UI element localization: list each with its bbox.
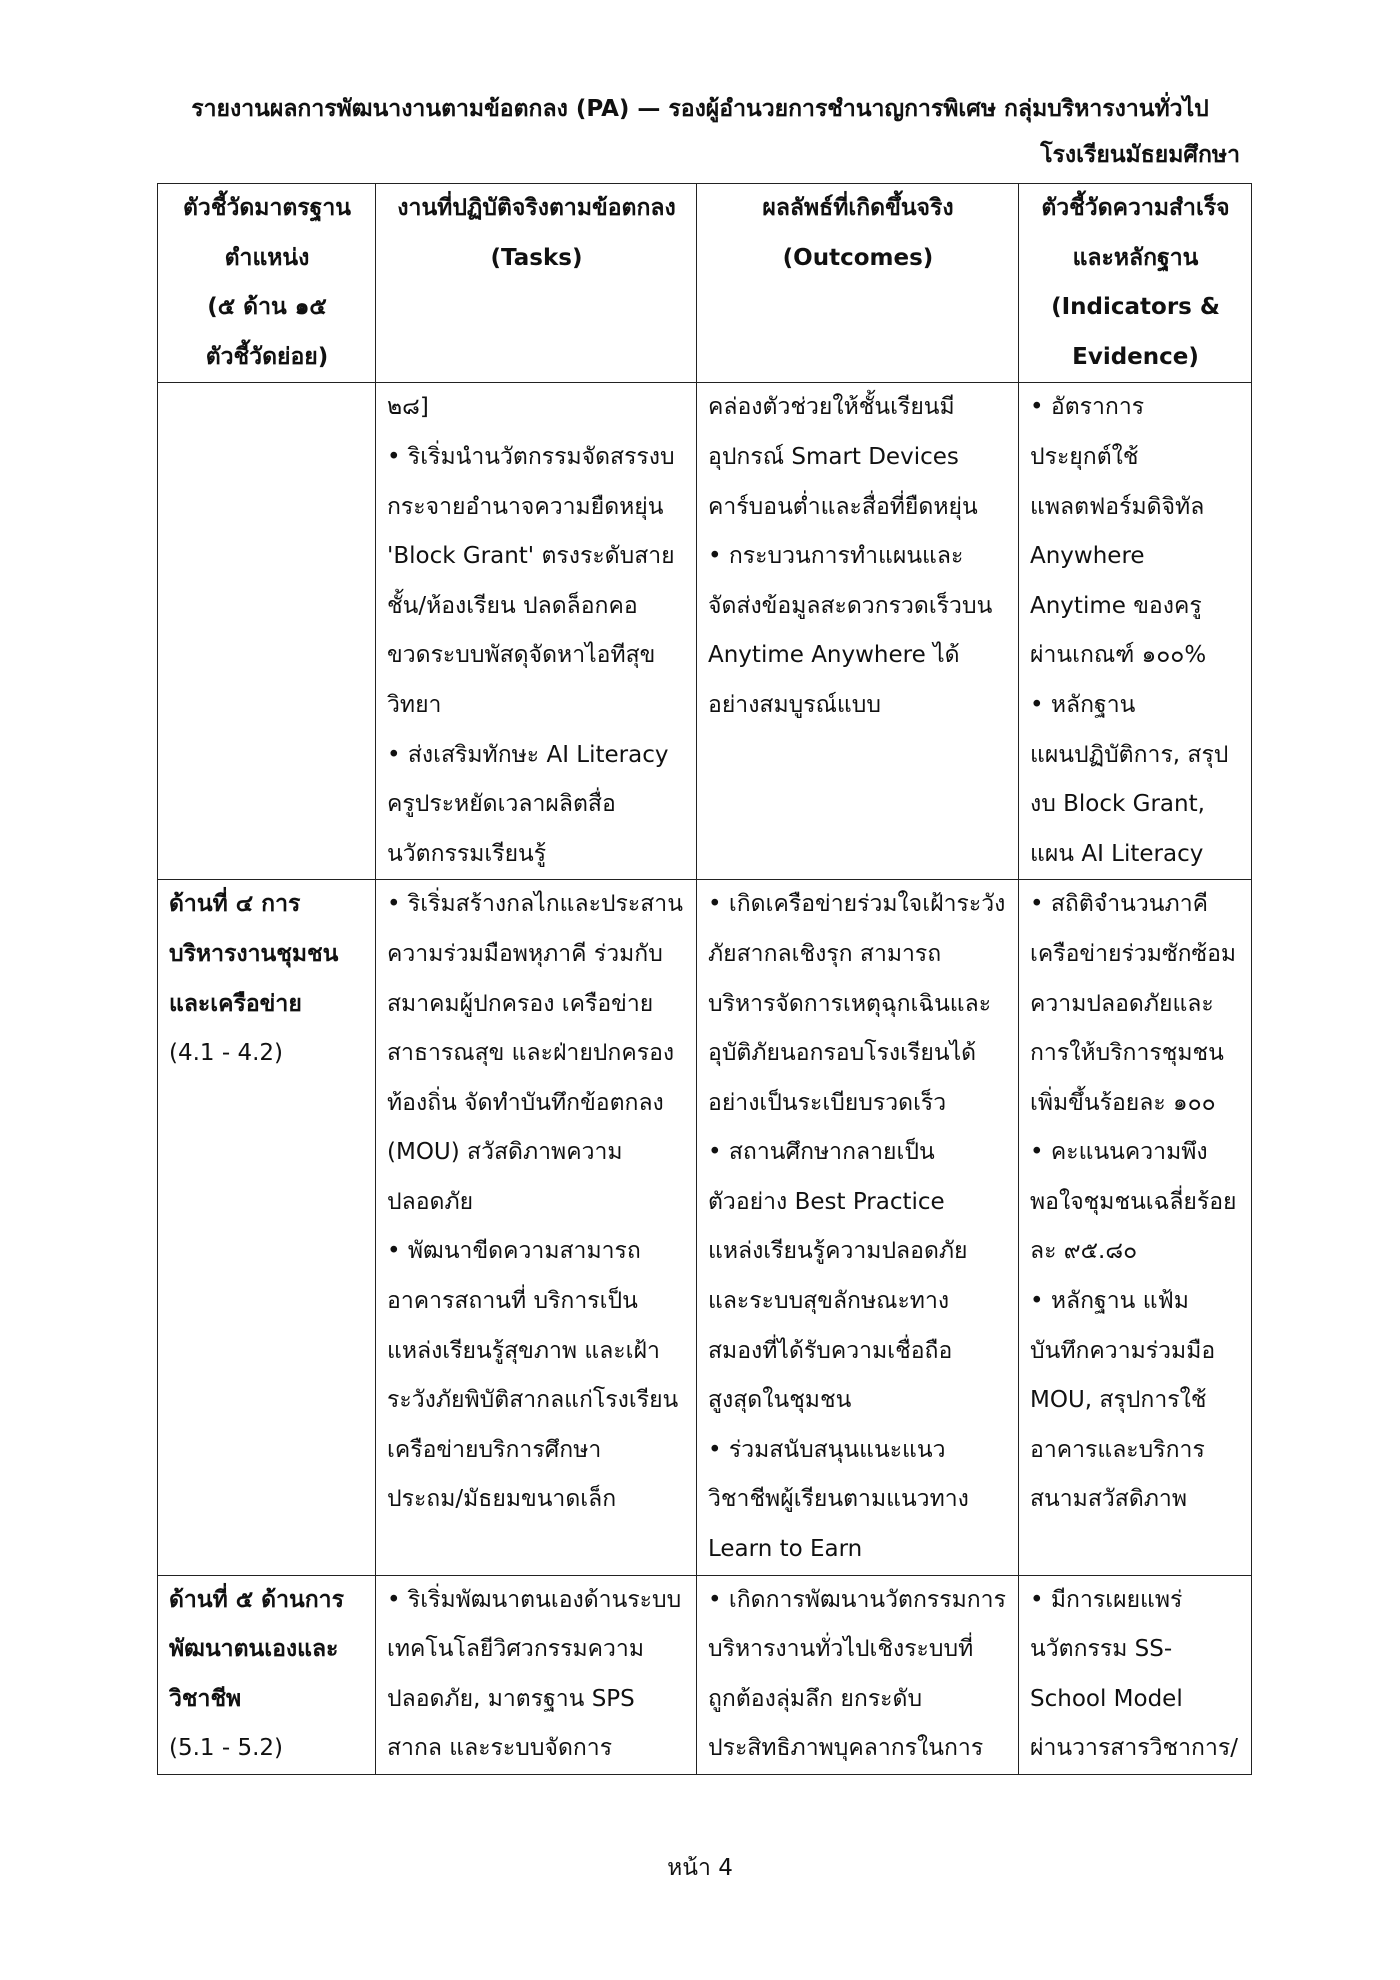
cell-line: ประยุกต์ใช้ — [1030, 443, 1139, 470]
cell-line: • หลักฐาน แฟ้ม — [1030, 1288, 1189, 1315]
cell-line: (Outcomes) — [782, 244, 934, 271]
cell-line: ผ่านวารสารวิชาการ/ — [1030, 1735, 1238, 1762]
cell-heading-line: ด้านที่ ๔ การ — [169, 891, 301, 918]
cell-line: • ริเริ่มพัฒนาตนเองด้านระบบ — [387, 1586, 682, 1613]
cell-line: • สถิติจำนวนภาคี — [1030, 891, 1208, 918]
title-line-2: โรงเรียนมัธยมศึกษา — [1040, 142, 1240, 168]
cell-line: งบ Block Grant, — [1030, 791, 1205, 818]
cell-line: เครือข่ายร่วมซักซ้อม — [1030, 940, 1237, 967]
cell-line: School Model — [1030, 1685, 1183, 1712]
cell-line: (Tasks) — [490, 244, 583, 271]
cell-line: ตัวชี้วัดมาตรฐาน — [182, 195, 351, 221]
cell-line: Anywhere — [1030, 543, 1145, 570]
cell-heading-line: วิชาชีพ — [169, 1685, 242, 1712]
cell-line: อาคารสถานที่ บริการเป็น — [387, 1288, 638, 1315]
cell-line: กระจายอำนาจความยืดหยุ่น — [387, 493, 664, 520]
cell-indicators — [1019, 880, 1252, 1575]
cell-line: ภัยสากลเชิงรุก สามารถ — [708, 940, 942, 967]
cell-line: (5.1 - 5.2) — [169, 1735, 284, 1762]
cell-line: ผ่านเกณฑ์ ๑๐๐% — [1030, 642, 1207, 669]
cell-standard — [158, 383, 376, 880]
cell-line: Learn to Earn — [708, 1536, 863, 1563]
cell-line: นวัตกรรมเรียนรู้ — [387, 840, 547, 867]
cell-line: ๒๘] — [387, 394, 429, 421]
cell-line: และหลักฐาน — [1072, 244, 1199, 271]
cell-line: (๕ ด้าน ๑๕ — [207, 294, 327, 321]
cell-line: พอใจชุมชนเฉลี่ยร้อย — [1030, 1188, 1237, 1215]
cell-line: การให้บริการชุมชน — [1030, 1040, 1224, 1067]
cell-line: อย่างเป็นระเบียบรวดเร็ว — [708, 1089, 947, 1116]
cell-line: Evidence) — [1072, 343, 1199, 370]
cell-line: 'Block Grant' ตรงระดับสาย — [387, 543, 675, 570]
table-row — [158, 880, 1252, 1575]
cell-line: • ริเริ่มสร้างกลไกและประสาน — [387, 891, 683, 918]
cell-line: • พัฒนาขีดความสามารถ — [387, 1238, 641, 1265]
cell-line: วิทยา — [387, 691, 442, 718]
cell-line: อาคารและบริการ — [1030, 1436, 1205, 1463]
cell-standard — [158, 880, 376, 1575]
cell-tasks — [376, 1575, 697, 1774]
table-row — [158, 383, 1252, 880]
cell-line: อย่างสมบูรณ์แบบ — [708, 691, 881, 718]
cell-line: Anytime Anywhere ได้ — [708, 642, 960, 669]
cell-line: ท้องถิ่น จัดทำบันทึกข้อตกลง — [387, 1089, 664, 1116]
cell-line: • สถานศึกษากลายเป็น — [708, 1139, 935, 1166]
title-line-1: รายงานผลการพัฒนางานตามข้อตกลง (PA) — รองผู้อำนวยการชำนาญการพิเศษ กลุ่มบริหารงานทั่วไป — [191, 96, 1209, 122]
cell-line: ประถม/มัธยมขนาดเล็ก — [387, 1486, 617, 1513]
cell-line: ตัวชี้วัดความสำเร็จ — [1041, 195, 1230, 221]
cell-line: ความปลอดภัยและ — [1030, 990, 1214, 1017]
table-header-row — [158, 184, 1252, 383]
document-title — [160, 86, 1240, 178]
cell-line: บริหารจัดการเหตุฉุกเฉินและ — [708, 990, 992, 1017]
cell-line: Anytime ของครู — [1030, 592, 1202, 619]
cell-line: • เกิดการพัฒนานวัตกรรมการ — [708, 1586, 1006, 1613]
header-outcomes — [697, 184, 1019, 383]
cell-line: ผลลัพธ์ที่เกิดขึ้นจริง — [762, 195, 954, 221]
cell-line: ตัวชี้วัดย่อย) — [205, 343, 329, 370]
cell-line: • กระบวนการทำแผนและ — [708, 543, 964, 570]
cell-tasks — [376, 383, 697, 880]
cell-line: เทคโนโลยีวิศวกรรมความ — [387, 1636, 645, 1663]
cell-line: งานที่ปฏิบัติจริงตามข้อตกลง — [397, 195, 676, 221]
cell-line: เครือข่ายบริการศึกษา — [387, 1436, 602, 1463]
cell-line: เพิ่มขึ้นร้อยละ ๑๐๐ — [1030, 1089, 1216, 1116]
header-indicators-evidence — [1019, 184, 1252, 383]
cell-line: • หลักฐาน — [1030, 691, 1136, 718]
cell-line: ประสิทธิภาพบุคลากรในการ — [708, 1735, 984, 1762]
cell-line: ครูประหยัดเวลาผลิตสื่อ — [387, 791, 616, 818]
cell-line: ตัวอย่าง Best Practice — [708, 1188, 945, 1215]
cell-heading-line: ด้านที่ ๕ ด้านการ — [169, 1586, 344, 1613]
cell-indicators — [1019, 383, 1252, 880]
cell-line: • มีการเผยแพร่ — [1030, 1586, 1183, 1613]
cell-line: • ริเริ่มนำนวัตกรรมจัดสรรงบ — [387, 443, 675, 470]
cell-line: ถูกต้องลุ่มลึก ยกระดับ — [708, 1685, 923, 1712]
cell-line: สมองที่ได้รับความเชื่อถือ — [708, 1337, 953, 1364]
cell-line: ปลอดภัย, มาตรฐาน SPS — [387, 1685, 635, 1712]
cell-line: แหล่งเรียนรู้สุขภาพ และเฝ้า — [387, 1337, 660, 1364]
cell-line: สากล และระบบจัดการ — [387, 1735, 613, 1762]
cell-outcomes — [697, 880, 1019, 1575]
page-number: หน้า 4 — [667, 1855, 733, 1881]
cell-line: จัดส่งข้อมูลสะดวกรวดเร็วบน — [708, 592, 993, 619]
cell-line: ขวดระบบพัสดุจัดหาไอทีสุข — [387, 642, 656, 669]
cell-line: • เกิดเครือข่ายร่วมใจเฝ้าระวัง — [708, 891, 1006, 918]
cell-line: MOU, สรุปการใช้ — [1030, 1387, 1207, 1414]
cell-line: แผน AI Literacy — [1030, 840, 1204, 867]
cell-line: สาธารณสุข และฝ่ายปกครอง — [387, 1040, 675, 1067]
pa-report-table — [157, 183, 1252, 1775]
header-standard-indicators — [158, 184, 376, 383]
cell-line: • ส่งเสริมทักษะ AI Literacy — [387, 741, 669, 768]
cell-outcomes — [697, 1575, 1019, 1774]
cell-line: ปลอดภัย — [387, 1188, 474, 1215]
cell-heading-line: พัฒนาตนเองและ — [169, 1636, 339, 1663]
cell-line: ระวังภัยพิบัติสากลแก่โรงเรียน — [387, 1387, 679, 1414]
cell-line: บันทึกความร่วมมือ — [1030, 1337, 1216, 1364]
cell-line: สมาคมผู้ปกครอง เครือข่าย — [387, 990, 654, 1017]
cell-line: (Indicators & — [1051, 294, 1220, 321]
cell-heading-line: บริหารงานชุมชน — [169, 940, 339, 967]
cell-line: สนามสวัสดิภาพ — [1030, 1486, 1188, 1513]
cell-line: คาร์บอนต่ำและสื่อที่ยืดหยุ่น — [708, 493, 978, 520]
cell-line: (MOU) สวัสดิภาพความ — [387, 1139, 623, 1166]
cell-line: • คะแนนความพึง — [1030, 1139, 1208, 1166]
cell-tasks — [376, 880, 697, 1575]
cell-line: ความร่วมมือพหุภาคี ร่วมกับ — [387, 940, 663, 967]
cell-line: • อัตราการ — [1030, 394, 1145, 421]
header-tasks — [376, 184, 697, 383]
cell-indicators — [1019, 1575, 1252, 1774]
cell-heading-line: และเครือข่าย — [169, 990, 302, 1017]
cell-line: ตำแหน่ง — [224, 244, 310, 271]
cell-line: นวัตกรรม SS- — [1030, 1636, 1173, 1663]
cell-line: แผนปฏิบัติการ, สรุป — [1030, 741, 1229, 768]
cell-line: แหล่งเรียนรู้ความปลอดภัย — [708, 1238, 968, 1265]
cell-line: ละ ๙๕.๘๐ — [1030, 1238, 1138, 1265]
table-row — [158, 1575, 1252, 1774]
cell-line: ชั้น/ห้องเรียน ปลดล็อกคอ — [387, 592, 638, 619]
cell-line: สูงสุดในชุมชน — [708, 1387, 852, 1414]
cell-line: อุบัติภัยนอกรอบโรงเรียนได้ — [708, 1040, 977, 1067]
cell-outcomes — [697, 383, 1019, 880]
cell-line: อุปกรณ์ Smart Devices — [708, 443, 959, 470]
cell-line: บริหารงานทั่วไปเชิงระบบที่ — [708, 1636, 974, 1663]
cell-line: • ร่วมสนับสนุนแนะแนว — [708, 1436, 946, 1463]
cell-line: วิชาชีพผู้เรียนตามแนวทาง — [708, 1486, 969, 1513]
cell-standard — [158, 1575, 376, 1774]
cell-line: คล่องตัวช่วยให้ชั้นเรียนมี — [708, 394, 955, 421]
cell-line: (4.1 - 4.2) — [169, 1040, 284, 1067]
cell-line: แพลตฟอร์มดิจิทัล — [1030, 493, 1205, 520]
cell-line: และระบบสุขลักษณะทาง — [708, 1288, 950, 1315]
